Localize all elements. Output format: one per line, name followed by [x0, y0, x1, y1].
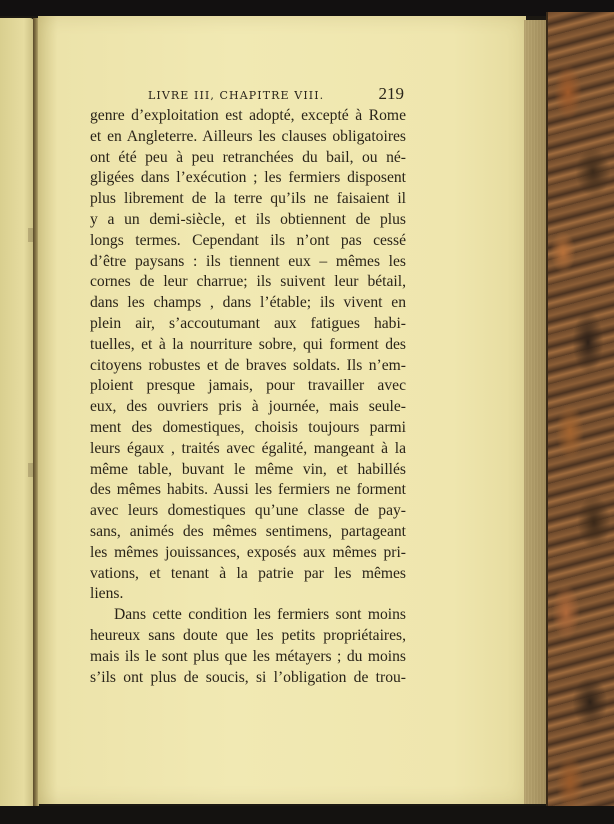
bottom-background: [0, 806, 614, 824]
text-line: leurs égaux , traités avec égalité, mangeant à la: [90, 439, 406, 457]
page-number: 219: [378, 84, 404, 103]
text-line: genre d’exploitation est adopté, excepté à Rome: [90, 107, 406, 124]
text-line: cornes de leur charrue; ils suivent leur bétail,: [90, 273, 406, 291]
fore-edge-shade: [524, 20, 548, 804]
text-line: liens.: [90, 585, 124, 603]
text-line: citoyens robustes et de braves soldats. Ils n’em-: [90, 356, 406, 374]
text-line: plein air, s’accoutumant aux fatigues habi-: [90, 315, 406, 332]
left-page-edge: [0, 18, 34, 814]
text-line: ment des domestiques, choisis toujours parmi: [90, 419, 406, 436]
text-line: mais ils le sont plus que les métayers ; du moins: [90, 647, 406, 665]
text-line: tuelles, et à la nourriture sobre, qui forment des: [90, 335, 406, 353]
text-line: longs termes. Cependant ils n’ont pas cessé: [90, 231, 406, 249]
marbled-cover-board: [548, 12, 614, 818]
text-line: sans, animés des mêmes sentimens, partageant: [90, 523, 406, 540]
text-line: avec leurs domestiques qu’une classe de pay-: [90, 502, 406, 520]
text-line: Dans cette condition les fermiers sont moins: [114, 606, 406, 624]
text-line: gligées dans l’exécution ; les fermiers disposent: [90, 169, 406, 187]
text-line: ploient presque jamais, pour travailler avec: [90, 377, 406, 395]
text-line: y a un demi-siècle, et ils obtiennent de plus: [90, 211, 406, 228]
text-line: même table, buvant le même vin, et habillés: [90, 460, 406, 478]
text-line: et en Angleterre. Ailleurs les clauses obligatoires: [90, 127, 406, 145]
text-line: ont été peu à peu retranchées du bail, ou né-: [90, 148, 406, 166]
text-line: dans les champs , dans l’étable; ils vivent en: [90, 294, 406, 312]
text-line: d’être paysans : ils tiennent eux – mêmes les: [90, 252, 406, 270]
text-line: s’ils ont plus de soucis, si l’obligation de trou-: [90, 668, 406, 686]
text-line: eux, des ouvriers pris à journée, mais seule-: [90, 398, 406, 416]
top-background: [0, 0, 614, 16]
text-line: plus librement de la terre qu’ils ne faisaient il: [90, 190, 406, 208]
running-head: LIVRE III, CHAPITRE VIII.: [148, 89, 325, 102]
text-line: heureux sans doute que les petits propriétaires,: [90, 627, 406, 644]
text-line: des mêmes habits. Aussi les fermiers ne forment: [90, 481, 406, 499]
text-line: vations, et tenant à la patrie par les mêmes: [90, 564, 406, 582]
text-line: les mêmes jouissances, exposés aux mêmes pri-: [90, 543, 406, 561]
page-header: [148, 86, 404, 106]
